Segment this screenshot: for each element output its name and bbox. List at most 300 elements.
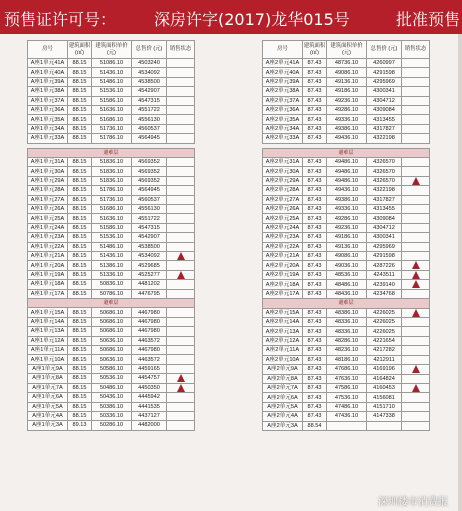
area-cell: 88.15: [68, 280, 92, 289]
total-price-cell: 4556130: [132, 115, 167, 124]
total-price-cell: 4304712: [367, 223, 402, 232]
total-price-cell: 4226025: [367, 318, 402, 327]
area-cell: 87.43: [303, 383, 327, 392]
table-row: [28, 124, 195, 133]
area-cell: 87.43: [303, 327, 327, 336]
sale-status-cell: [167, 308, 195, 317]
table-row: [28, 87, 195, 96]
room-cell: A座1单元20A: [28, 261, 68, 270]
unit-price-cell: 50786.10: [92, 289, 132, 298]
table-row: [263, 355, 430, 364]
sale-status-cell: [402, 261, 430, 270]
unit-price-cell: 50386.10: [92, 402, 132, 411]
total-price-cell: 4556130: [132, 204, 167, 213]
table-row: [28, 105, 195, 114]
sale-status-cell: [167, 242, 195, 251]
table-row: [263, 289, 430, 298]
unit-price-cell: 50636.10: [92, 336, 132, 345]
sale-status-cell: [402, 402, 430, 411]
room-cell: A座2单元21A: [263, 251, 303, 260]
unit-price-cell: 51836.10: [92, 167, 132, 176]
unit-price-cell: 51786.10: [92, 134, 132, 143]
total-price-cell: 4450350: [132, 383, 167, 392]
table-row: [28, 242, 195, 251]
area-cell: 87.43: [303, 393, 327, 402]
room-cell: A座1单元14A: [28, 317, 68, 326]
unit-price-cell: 49286.10: [327, 105, 367, 114]
table-row: [28, 214, 195, 223]
area-cell: 87.43: [303, 205, 327, 214]
total-price-cell: 4564945: [132, 134, 167, 143]
unit-price-cell: 47636.10: [327, 374, 367, 383]
room-cell: A座2单元33A: [263, 134, 303, 143]
table-row: [263, 205, 430, 214]
total-price-cell: 4317827: [367, 195, 402, 204]
room-cell: A座1单元33A: [28, 134, 68, 143]
total-price-cell: 4463572: [132, 355, 167, 364]
price-board: [0, 34, 462, 511]
sale-status-cell: [402, 393, 430, 402]
total-price-cell: 4560537: [132, 195, 167, 204]
room-cell: A座1单元23A: [28, 233, 68, 242]
area-cell: 88.15: [68, 124, 92, 133]
unit-price-cell: 49386.10: [327, 124, 367, 133]
area-cell: 88.15: [68, 195, 92, 204]
sale-status-cell: [167, 421, 195, 430]
sold-marker-icon: [412, 384, 420, 392]
table-row: [28, 251, 195, 260]
unit-price-cell: 50686.10: [92, 345, 132, 354]
sale-status-cell: [167, 233, 195, 242]
sold-marker-icon: [412, 271, 420, 279]
area-cell: 88.15: [68, 59, 92, 68]
room-cell: A座1单元41A: [28, 59, 68, 68]
unit-price-cell: 49436.10: [327, 134, 367, 143]
total-price-cell: 4534092: [132, 251, 167, 260]
sold-marker-icon: [177, 384, 185, 392]
unit-price-cell: 51486.10: [92, 77, 132, 86]
area-cell: 88.15: [68, 157, 92, 166]
unit-price-cell: 50336.10: [92, 411, 132, 420]
sale-status-cell: [167, 77, 195, 86]
sale-status-cell: [167, 186, 195, 195]
unit-price-cell: 49186.10: [327, 233, 367, 242]
area-cell: 88.15: [68, 167, 92, 176]
sale-status-cell: [402, 289, 430, 298]
area-cell: 88.15: [68, 270, 92, 279]
sale-status-cell: [167, 157, 195, 166]
room-cell: A座2单元12A: [263, 336, 303, 345]
table-row: [28, 355, 195, 364]
sold-marker-icon: [412, 261, 420, 269]
sale-status-cell: [167, 87, 195, 96]
unit-price-cell: 50636.10: [92, 355, 132, 364]
unit-price-cell: 51836.10: [92, 176, 132, 185]
sale-status-cell: [402, 214, 430, 223]
table-row: [263, 412, 430, 421]
sale-status-cell: [167, 327, 195, 336]
area-cell: 88.15: [68, 402, 92, 411]
sale-status-cell: [402, 280, 430, 289]
room-cell: A座1单元40A: [28, 68, 68, 77]
area-cell: 88.15: [68, 374, 92, 383]
table-row: [263, 96, 430, 105]
total-price-cell: 4437127: [132, 411, 167, 420]
area-cell: 88.15: [68, 115, 92, 124]
refuge-floor-row: [28, 299, 195, 308]
total-price-cell: 4326570: [367, 157, 402, 166]
area-cell: 87.43: [303, 115, 327, 124]
sale-status-cell: [167, 167, 195, 176]
area-cell: 87.43: [303, 336, 327, 345]
sale-status-cell: [167, 261, 195, 270]
room-cell: A座2单元9A: [263, 365, 303, 374]
area-cell: 87.43: [303, 346, 327, 355]
table-row: [28, 186, 195, 195]
permit-label: 预售证许可号：: [4, 10, 117, 29]
area-cell: 88.15: [68, 327, 92, 336]
area-cell: 88.15: [68, 251, 92, 260]
sale-status-cell: [402, 195, 430, 204]
price-table: [27, 40, 195, 144]
sale-status-cell: [167, 270, 195, 279]
unit-price-cell: 49336.10: [327, 115, 367, 124]
table-row: [263, 346, 430, 355]
unit-price-cell: 51586.10: [92, 223, 132, 232]
room-cell: A座2单元37A: [263, 96, 303, 105]
room-cell: A座2单元36A: [263, 105, 303, 114]
unit-price-cell: 49386.10: [327, 195, 367, 204]
sale-status-cell: [167, 374, 195, 383]
table-row: [28, 68, 195, 77]
total-price-cell: 4291598: [367, 251, 402, 260]
sale-status-cell: [167, 402, 195, 411]
table-row: [263, 270, 430, 279]
total-price-cell: 4239140: [367, 280, 402, 289]
area-cell: 88.15: [68, 204, 92, 213]
area-cell: 87.43: [303, 186, 327, 195]
unit-price-cell: 49436.10: [327, 186, 367, 195]
area-cell: 87.43: [303, 365, 327, 374]
area-cell: 87.43: [303, 289, 327, 298]
unit-price-cell: 51436.10: [92, 251, 132, 260]
total-price-cell: 4313455: [367, 205, 402, 214]
unit-price-cell: 50536.10: [92, 374, 132, 383]
room-cell: A座1单元5A: [28, 402, 68, 411]
unit-price-cell: 49036.10: [327, 261, 367, 270]
total-price-cell: 4212911: [367, 355, 402, 364]
price-table: [262, 40, 430, 144]
area-cell: 87.43: [303, 242, 327, 251]
area-cell: 88.15: [68, 261, 92, 270]
room-cell: A座2单元7A: [263, 383, 303, 392]
column-header-room: 房号: [28, 41, 68, 59]
table-row: [28, 374, 195, 383]
table-row: [263, 336, 430, 345]
area-cell: 87.43: [303, 195, 327, 204]
column-header-status: 销售状态: [167, 41, 195, 59]
total-price-cell: 4467980: [132, 345, 167, 354]
room-cell: A座2单元18A: [263, 280, 303, 289]
table-row: [28, 167, 195, 176]
unit-price-cell: 49086.10: [327, 68, 367, 77]
room-cell: A座2单元8A: [263, 374, 303, 383]
table-row: [28, 402, 195, 411]
area-cell: 88.15: [68, 105, 92, 114]
sale-status-cell: [167, 411, 195, 420]
sale-status-cell: [402, 115, 430, 124]
unit-price-cell: 51736.10: [92, 124, 132, 133]
area-cell: 87.43: [303, 261, 327, 270]
table-row: [263, 167, 430, 176]
total-price-cell: 4467980: [132, 327, 167, 336]
total-price-cell: 4569352: [132, 157, 167, 166]
sale-status-cell: [402, 336, 430, 345]
sale-status-cell: [402, 251, 430, 260]
room-cell: A座2单元29A: [263, 176, 303, 185]
table-row: [263, 374, 430, 383]
table-row: [263, 176, 430, 185]
total-price-cell: 4295969: [367, 242, 402, 251]
sale-status-cell: [402, 242, 430, 251]
sale-status-cell: [402, 186, 430, 195]
table-row: [28, 345, 195, 354]
sale-status-cell: [167, 280, 195, 289]
sale-status-cell: [167, 383, 195, 392]
table-row: [28, 308, 195, 317]
sold-marker-icon: [412, 177, 420, 185]
room-cell: A座2单元39A: [263, 77, 303, 86]
room-cell: A座2单元3A: [263, 421, 303, 430]
approval-label: 批准预售: [396, 10, 461, 29]
sale-status-cell: [402, 124, 430, 133]
total-price-cell: 4309084: [367, 105, 402, 114]
total-price-cell: 4476795: [132, 289, 167, 298]
unit-price-cell: 51686.10: [92, 204, 132, 213]
area-cell: 88.15: [68, 186, 92, 195]
room-cell: A座1单元25A: [28, 214, 68, 223]
table-row: [28, 393, 195, 402]
sale-status-cell: [402, 412, 430, 421]
sold-marker-icon: [412, 309, 420, 317]
table-row: [28, 204, 195, 213]
room-cell: A座1单元9A: [28, 364, 68, 373]
table-row: [28, 157, 195, 166]
table-row: [263, 134, 430, 143]
area-cell: 87.43: [303, 96, 327, 105]
total-price-cell: 4156081: [367, 393, 402, 402]
sale-status-cell: [402, 167, 430, 176]
sale-status-cell: [167, 251, 195, 260]
unit-price-cell: 51436.10: [92, 68, 132, 77]
unit-price-cell: 48336.10: [327, 318, 367, 327]
sale-status-cell: [402, 365, 430, 374]
table-row: [263, 105, 430, 114]
total-price-cell: 4164824: [367, 374, 402, 383]
room-cell: A座2单元30A: [263, 167, 303, 176]
table-row: [28, 317, 195, 326]
sale-status-cell: [402, 223, 430, 232]
area-cell: 87.43: [303, 134, 327, 143]
table-row: [28, 327, 195, 336]
total-price-cell: 4226025: [367, 308, 402, 317]
table-row: [263, 327, 430, 336]
area-cell: 87.43: [303, 223, 327, 232]
room-cell: A座2单元13A: [263, 327, 303, 336]
room-cell: A座1单元34A: [28, 124, 68, 133]
area-cell: 88.15: [68, 214, 92, 223]
total-price-cell: 4326570: [367, 167, 402, 176]
sold-marker-icon: [177, 374, 185, 382]
total-price-cell: 4542907: [132, 87, 167, 96]
sale-status-cell: [167, 134, 195, 143]
unit-price-cell: 51586.10: [92, 96, 132, 105]
sale-status-cell: [402, 308, 430, 317]
area-cell: 87.43: [303, 68, 327, 77]
total-price-cell: 4467980: [132, 317, 167, 326]
sale-status-cell: [402, 421, 430, 430]
table-header-row: [263, 41, 430, 59]
unit-price-cell: 51836.10: [92, 157, 132, 166]
unit-price-cell: 49186.10: [327, 87, 367, 96]
room-cell: A座1单元4A: [28, 411, 68, 420]
total-price-cell: 4160453: [367, 383, 402, 392]
table-row: [263, 195, 430, 204]
total-price-cell: 4169196: [367, 365, 402, 374]
unit-price-cell: [327, 421, 367, 430]
area-cell: 87.43: [303, 124, 327, 133]
refuge-floor-row: [28, 148, 195, 157]
unit-price-cell: 51336.10: [92, 270, 132, 279]
column-header-unit-price: 建筑面积单价 (元): [92, 41, 132, 59]
column-header-status: 销售状态: [402, 41, 430, 59]
sale-status-cell: [402, 374, 430, 383]
unit-price-cell: 51636.10: [92, 105, 132, 114]
total-price-cell: 4326570: [367, 176, 402, 185]
room-cell: A座1单元7A: [28, 383, 68, 392]
room-cell: A座1单元31A: [28, 157, 68, 166]
room-cell: A座1单元28A: [28, 186, 68, 195]
room-cell: A座2单元23A: [263, 233, 303, 242]
column-header-total-price: 总售价 (元): [367, 41, 402, 59]
sale-status-cell: [402, 346, 430, 355]
unit-price-cell: 51536.10: [92, 233, 132, 242]
total-price-cell: 4313455: [367, 115, 402, 124]
total-price-cell: 4322198: [367, 186, 402, 195]
area-cell: 88.15: [68, 289, 92, 298]
table-row: [28, 383, 195, 392]
sale-status-cell: [402, 105, 430, 114]
table-row: [28, 96, 195, 105]
column-header-unit-price: 建筑面积单价 (元): [327, 41, 367, 59]
sale-status-cell: [402, 77, 430, 86]
area-cell: 87.43: [303, 214, 327, 223]
sale-status-cell: [402, 383, 430, 392]
unit-price-cell: 50486.10: [92, 383, 132, 392]
unit-price-cell: 48186.10: [327, 355, 367, 364]
area-cell: 88.15: [68, 355, 92, 364]
table-row: [28, 59, 195, 68]
area-cell: 87.43: [303, 157, 327, 166]
room-cell: A座1单元13A: [28, 327, 68, 336]
room-cell: A座2单元35A: [263, 115, 303, 124]
area-cell: 87.43: [303, 59, 327, 68]
room-cell: A座1单元30A: [28, 167, 68, 176]
unit-price-cell: 49486.10: [327, 176, 367, 185]
unit-price-cell: 51486.10: [92, 242, 132, 251]
total-price-cell: 4445942: [132, 393, 167, 402]
room-cell: A座2单元6A: [263, 393, 303, 402]
room-cell: A座1单元6A: [28, 393, 68, 402]
area-cell: 88.15: [68, 233, 92, 242]
total-price-cell: 4217282: [367, 346, 402, 355]
table-row: [263, 68, 430, 77]
area-cell: 87.43: [303, 402, 327, 411]
table-header-row: [28, 41, 195, 59]
sold-marker-icon: [412, 365, 420, 373]
table-row: [263, 242, 430, 251]
total-price-cell: 4538500: [132, 77, 167, 86]
room-cell: A座1单元11A: [28, 345, 68, 354]
total-price-cell: 4300341: [367, 87, 402, 96]
unit-price-cell: 51536.10: [92, 87, 132, 96]
unit-price-cell: 47586.10: [327, 383, 367, 392]
total-price-cell: 4295969: [367, 77, 402, 86]
room-cell: A座2单元25A: [263, 214, 303, 223]
sale-status-cell: [167, 345, 195, 354]
total-price-cell: 4291598: [367, 68, 402, 77]
room-cell: A座1单元29A: [28, 176, 68, 185]
total-price-cell: 4534092: [132, 68, 167, 77]
table-row: [28, 336, 195, 345]
room-cell: A座2单元34A: [263, 124, 303, 133]
room-cell: A座2单元27A: [263, 195, 303, 204]
unit-price-cell: 47436.10: [327, 412, 367, 421]
area-cell: 87.43: [303, 355, 327, 364]
watermark: 深圳楼市消费报: [378, 497, 448, 508]
unit-price-cell: 50586.10: [92, 364, 132, 373]
unit-price-cell: 49486.10: [327, 157, 367, 166]
sold-marker-icon: [177, 252, 185, 260]
table-row: [263, 393, 430, 402]
unit-price-cell: 51386.10: [92, 261, 132, 270]
unit-price-cell: 50286.10: [92, 421, 132, 430]
room-cell: A座1单元12A: [28, 336, 68, 345]
unit-price-cell: 51786.10: [92, 186, 132, 195]
board-edge: [458, 34, 462, 511]
table-row: [28, 77, 195, 86]
table-row: [28, 134, 195, 143]
table-row: [28, 223, 195, 232]
room-cell: A座1单元38A: [28, 87, 68, 96]
room-cell: A座1单元39A: [28, 77, 68, 86]
sale-status-cell: [167, 223, 195, 232]
area-cell: 88.15: [68, 364, 92, 373]
area-cell: 88.15: [68, 393, 92, 402]
room-cell: A座2单元10A: [263, 355, 303, 364]
unit-price-cell: 50836.10: [92, 280, 132, 289]
total-price-cell: 4226025: [367, 327, 402, 336]
area-cell: 87.43: [303, 308, 327, 317]
total-price-cell: [367, 421, 402, 430]
total-price-cell: 4322198: [367, 134, 402, 143]
unit-price-cell: 49136.10: [327, 242, 367, 251]
total-price-cell: 4538500: [132, 242, 167, 251]
total-price-cell: 4260997: [367, 59, 402, 68]
total-price-cell: 4551722: [132, 214, 167, 223]
unit-price-cell: 49236.10: [327, 96, 367, 105]
room-cell: A座2单元17A: [263, 289, 303, 298]
